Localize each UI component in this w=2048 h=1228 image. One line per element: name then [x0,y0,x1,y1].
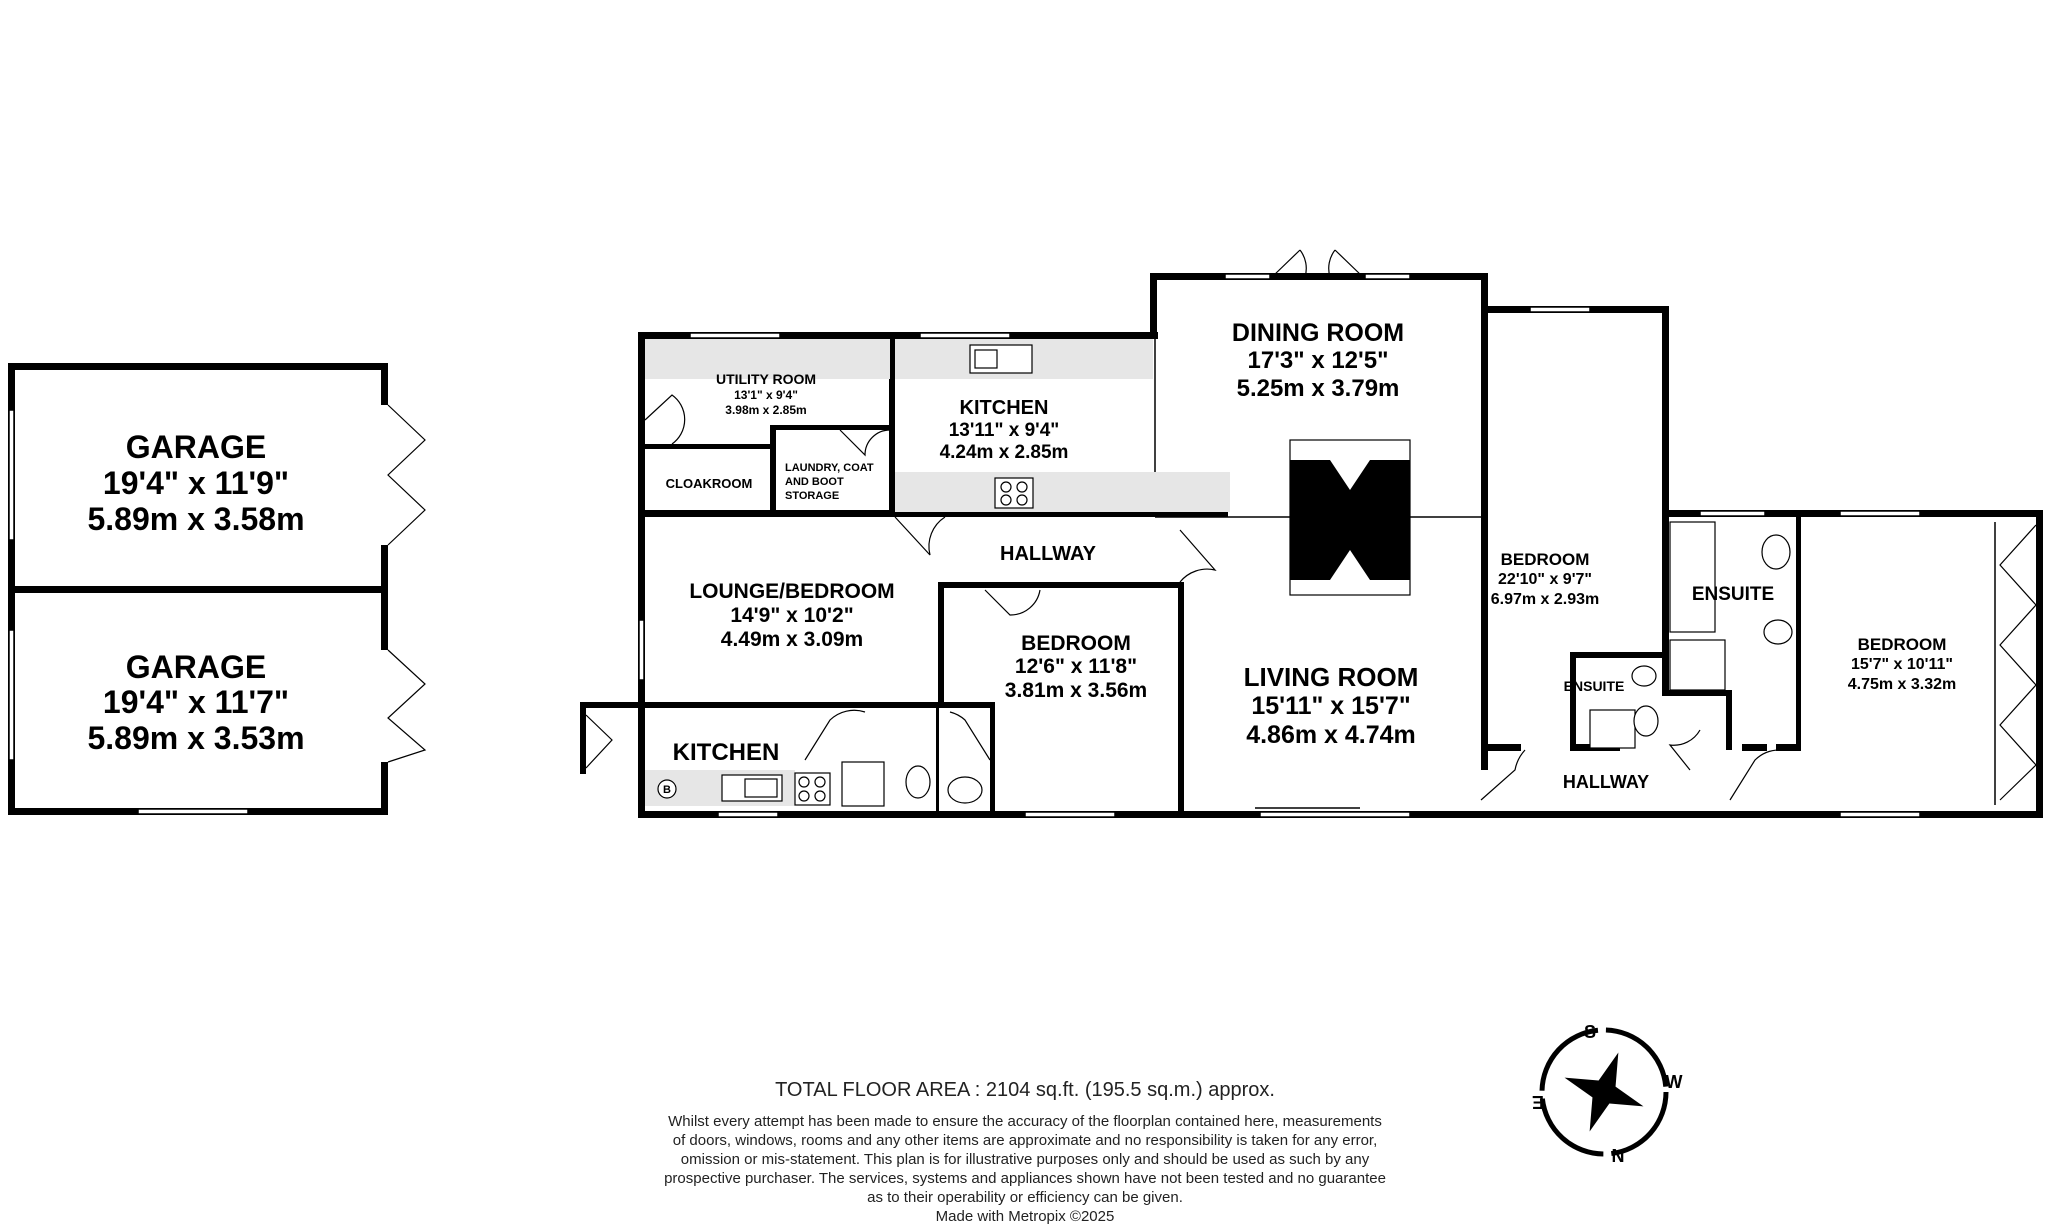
laundry-label [785,462,874,502]
compass-west: W [1665,1072,1683,1092]
laundry-line-2: AND BOOT [785,476,844,488]
room-dim-imperial: 22'10" x 9'7" [1498,571,1592,588]
room-dim-metric: 4.75m x 3.32m [1847,676,1957,693]
room-dim-metric: 5.89m x 3.58m [87,501,305,537]
room-dim-metric: 6.97m x 2.93m [1490,591,1600,608]
room-name: UTILITY ROOM [715,371,817,387]
room-dim-imperial: 13'11" x 9'4" [948,420,1060,441]
disclaimer-line: omission or mis-statement. This plan is for illustrative purposes only and should be used as such by any [680,1151,1370,1168]
total-floor-area: TOTAL FLOOR AREA : 2104 sq.ft. (195.5 sq.m.) approx. [775,1079,1275,1101]
disclaimer-line: as to their operability or efficiency can be given. [867,1189,1183,1206]
room-name: LOUNGE/BEDROOM [689,580,895,603]
utility-room-label [716,371,816,417]
room-dim-imperial: 14'9" x 10'2" [730,604,854,627]
room-name: BEDROOM [1857,635,1947,654]
room-name: GARAGE [125,649,267,685]
garage-2-label [87,649,304,756]
kitchen-main-label [940,397,1069,463]
living-room-label [1244,662,1419,749]
room-name: BEDROOM [1021,632,1131,655]
footer [664,1079,1386,1225]
dining-room-label [1232,319,1404,402]
bedroom-mid-label [1005,632,1147,702]
ensuite-large-label: ENSUITE [1691,584,1775,605]
room-dim-imperial: 15'7" x 10'11" [1851,656,1953,673]
room-dim-metric: 4.49m x 3.09m [720,628,864,651]
room-dim-metric: 5.89m x 3.53m [87,720,305,756]
room-dim-metric: 3.98m x 2.85m [725,403,807,417]
ensuite-small-label: ENSUITE [1563,678,1625,694]
room-dim-imperial: 15'11" x 15'7" [1251,692,1411,720]
room-name: BEDROOM [1500,550,1590,569]
room-dim-metric: 5.25m x 3.79m [1236,375,1400,402]
lounge-label [689,580,894,651]
disclaimer-line: Whilst every attempt has been made to ensure the accuracy of the floorplan contained here, measurements [668,1113,1382,1130]
laundry-line-1: LAUNDRY, COAT [785,462,874,474]
credit: Made with Metropix ©2025 [935,1208,1115,1225]
hallway-west-label: HALLWAY [1000,543,1096,565]
room-dim-metric: 4.24m x 2.85m [939,442,1069,463]
compass-east: E [1531,1092,1545,1112]
room-dim-metric: 4.86m x 4.74m [1246,721,1416,749]
room-dim-imperial: 17'3" x 12'5" [1247,347,1389,374]
room-dim-imperial: 13'1" x 9'4" [734,388,798,402]
bedroom-long-label [1491,550,1600,608]
compass-rose-icon [1550,1038,1658,1146]
disclaimer-line: prospective purchaser. The services, systems and appliances shown have not been tested and no guarantee [664,1170,1386,1187]
cloakroom-label: CLOAKROOM [665,476,753,491]
room-name: LIVING ROOM [1243,662,1419,692]
room-dim-metric: 3.81m x 3.56m [1004,679,1148,702]
room-dim-imperial: 19'4" x 11'9" [102,465,290,501]
compass-north: N [1611,1146,1625,1166]
fixtures [645,339,1792,806]
disclaimer-line: of doors, windows, rooms and any other items are approximate and no responsibility is taken for any error, [672,1132,1378,1149]
garage-1-label [87,429,304,537]
room-name: GARAGE [125,429,267,465]
room-dim-imperial: 19'4" x 11'7" [102,684,290,720]
laundry-line-3: STORAGE [785,490,840,502]
room-dim-imperial: 12'6" x 11'8" [1014,655,1138,678]
boiler-label: B [663,784,671,796]
kitchen-small-label: KITCHEN [672,739,780,766]
hallway-east-label: HALLWAY [1562,772,1650,792]
room-name: KITCHEN [959,397,1049,419]
compass-south: S [1583,1022,1597,1042]
bedroom-east-label [1848,635,1957,693]
compass [1532,1022,1683,1166]
room-name: DINING ROOM [1231,319,1405,347]
